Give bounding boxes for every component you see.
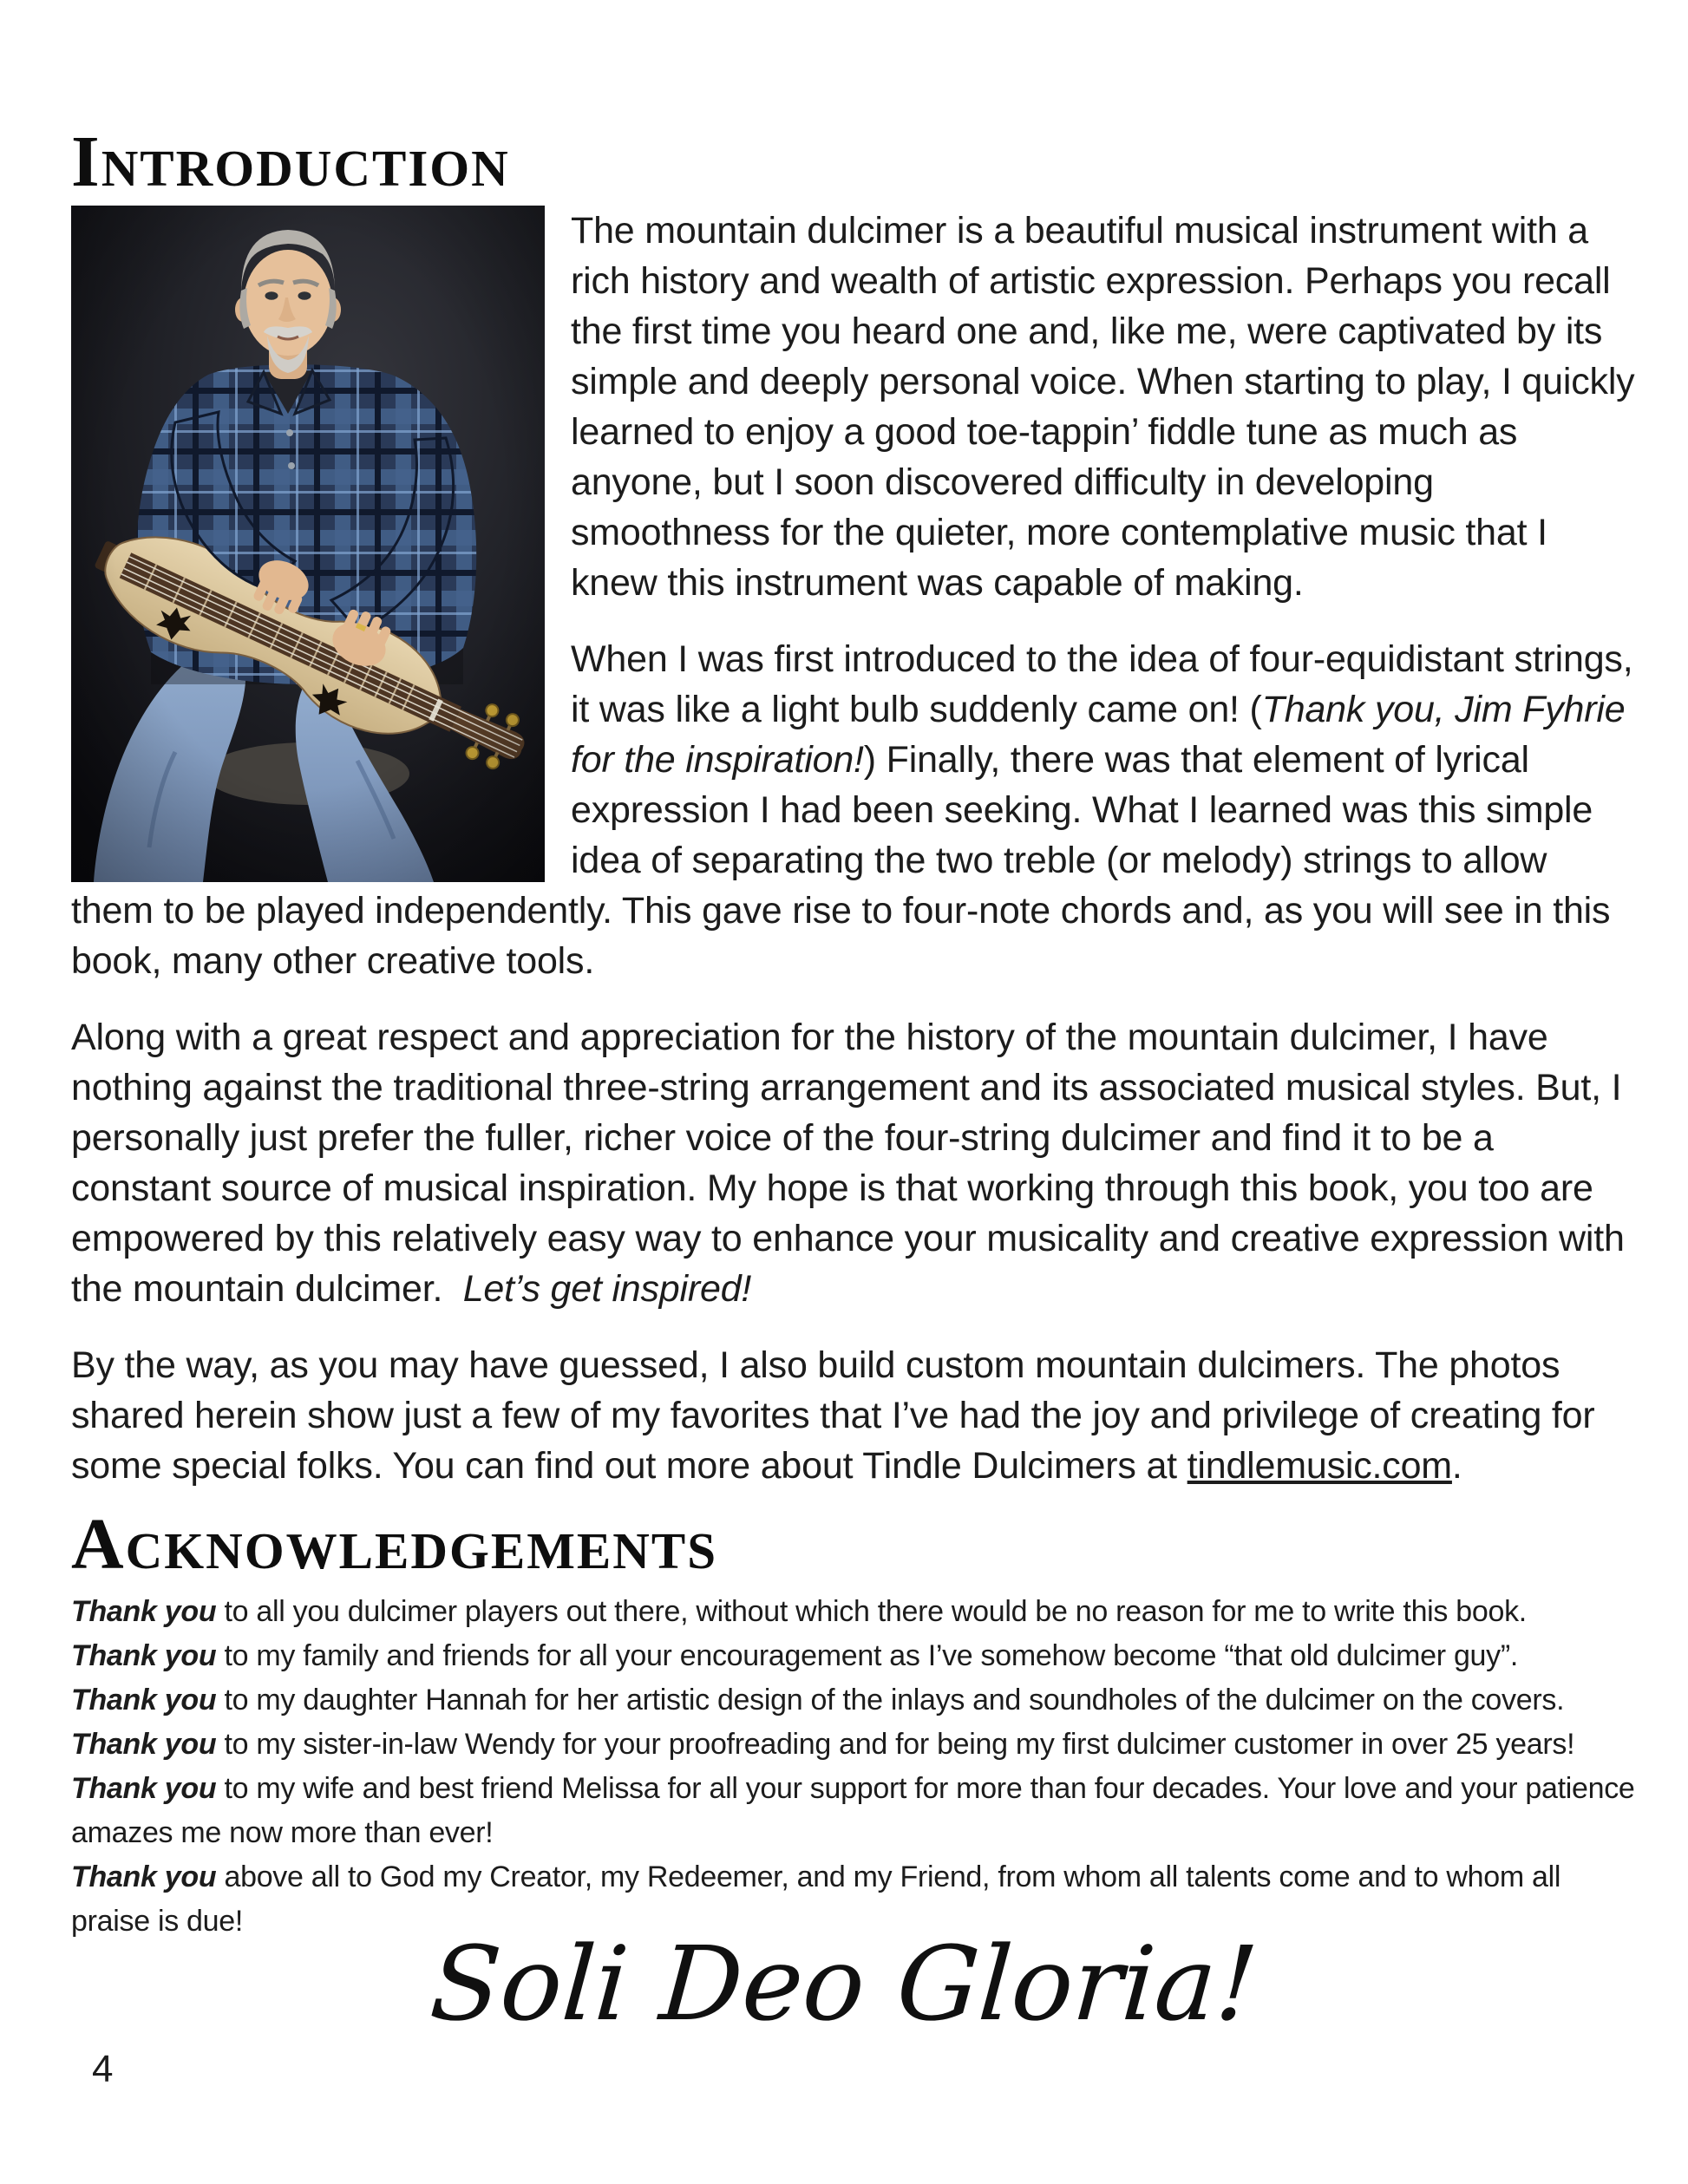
text-run: . [1451,1445,1462,1487]
text-run: Let’s get inspired! [462,1268,752,1310]
text-run: The mountain dulcimer is a beautiful musical instrument with a rich history and wealth of artistic expression. Perhaps you recall the first time you heard one and, like me, were captivated by its simple and deeply personal voice. When starting to play, I quickly learned to enjoy a good toe-tappin’ fiddle tune as much as anyone, but I soon discovered difficulty in developing smoothness for the quieter, more contemplative music that I knew this instrument was capable of making. [571,210,1635,604]
acknowledgements-heading: Acknowledgements [71,1504,718,1585]
page-number: 4 [92,2048,114,2090]
author-photo-illustration [71,206,545,882]
text-run: Thank you [71,1595,217,1628]
text-run: ) Finally, there was that element of lyrical expression I had been seeking. What I learned was this simple idea of separating the two treble (or melody) strings to allow them to be played independently. This gave rise to four-note chords and, as you will see in this book, many other creative tools. [71,739,1611,982]
acknowledgement-item [71,1767,1645,1855]
text-run: Thank you, Jim Fyhrie for the inspiration! [571,689,1626,781]
author-photo [71,206,545,882]
text-run: to all you dulcimer players out there, without which there would be no reason for me to write this book. [216,1595,1527,1628]
text-run: Along with a great respect and appreciation for the history of the mountain dulcimer, I have nothing against the traditional three-string arrangement and its associated musical styles. But, I personally just prefer the fuller, richer voice of the four-string dulcimer and find it to be a constant source of musical inspiration. My hope is that working through this book, you too are empowered by this relatively easy way to enhance your musicality and creative expression with the mountain dulcimer. [71,1017,1625,1310]
acknowledgement-item [71,1678,1645,1723]
text-run: above all to God my Creator, my Redeemer, and my Friend, from whom all talents come and to whom all praise is due! [71,1860,1561,1938]
text-run: to my family and friends for all your encouragement as I’ve somehow become “that old dulcimer guy”. [216,1639,1519,1672]
tindlemusic-link[interactable]: tindlemusic.com [1187,1445,1452,1487]
text-run: Thank you [71,1860,217,1893]
acknowledgement-item [71,1634,1645,1678]
soli-deo-gloria-script: Soli Deo Gloria! [426,1924,1262,2043]
intro-paragraph-4 [71,1340,1638,1491]
text-run: Thank you [71,1772,217,1805]
text-run: to my wife and best friend Melissa for all your support for more than four decades. Your love and your patience amazes me now more than ever! [71,1772,1635,1849]
acknowledgement-item [71,1723,1645,1767]
text-run: Thank you [71,1728,217,1761]
text-run: By the way, as you may have guessed, I also build custom mountain dulcimers. The photos shared herein show just a few of my favorites that I’ve had the joy and privilege of creating for some special folks. You can find out more about Tindle Dulcimers at [71,1344,1595,1487]
text-run: Thank you [71,1684,217,1716]
intro-heading: Introduction [71,121,510,202]
intro-paragraph-3 [71,1012,1638,1314]
text-run: to my sister-in-law Wendy for your proofreading and for being my first dulcimer customer in over 25 years! [216,1728,1575,1761]
acknowledgements-section [71,1590,1645,1944]
intro-section [71,206,1638,1491]
acknowledgement-item [71,1590,1645,1634]
text-run: When I was first introduced to the idea of four-equidistant strings, it was like a light bulb suddenly came on! ( [571,638,1633,730]
text-run: to my daughter Hannah for her artistic design of the inlays and soundholes of the dulcimer on the covers. [216,1684,1565,1716]
photo-vignette [71,206,545,882]
text-run: Thank you [71,1639,217,1672]
